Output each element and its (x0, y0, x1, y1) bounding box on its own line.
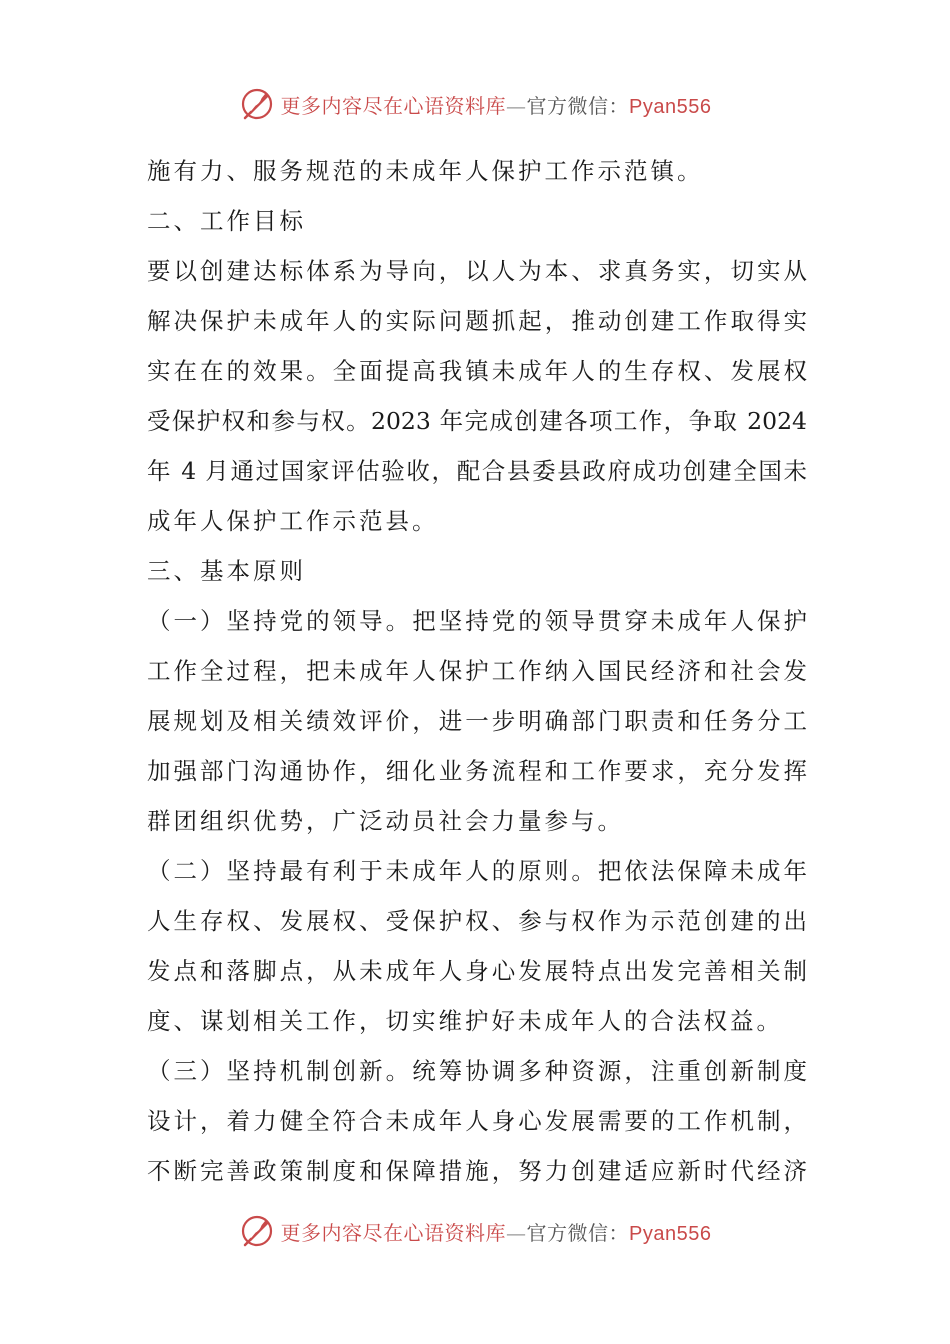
text-line: 成年人保护工作示范县。 (147, 507, 439, 535)
watermark-text (281, 1217, 712, 1246)
watermark-footer (0, 1211, 950, 1251)
text-line: 设计，着力健全符合未成年人身心发展需要的工作机制， (147, 1107, 807, 1135)
text-line: 要以创建达标体系为导向，以人为本、求真务实，切实从 (147, 257, 807, 285)
text-line: 加强部门沟通协作，细化业务流程和工作要求，充分发挥 (147, 757, 807, 785)
text-line: 度、谋划相关工作，切实维护好未成年人的合法权益。 (147, 1007, 783, 1035)
text-line: 发点和落脚点，从未成年人身心发展特点出发完善相关制 (147, 957, 807, 985)
text-line: 施有力、服务规范的未成年人保护工作示范镇。 (147, 157, 704, 185)
text-line: （一）坚持党的领导。把坚持党的领导贯穿未成年人保护 (147, 607, 807, 635)
text-line: 不断完善政策制度和保障措施，努力创建适应新时代经济 (147, 1157, 807, 1185)
watermark-brand: 更多内容尽在心语资料库 (280, 93, 507, 118)
watermark-text (281, 90, 712, 119)
text-line: 实在在的效果。全面提高我镇未成年人的生存权、发展权 (147, 357, 807, 385)
quill-logo-icon (239, 1213, 275, 1249)
text-line: （二）坚持最有利于未成年人的原则。把依法保障未成年 (147, 857, 807, 885)
watermark-wechat-id: Pyan556 (629, 95, 712, 118)
watermark-wechat-id: Pyan556 (629, 1222, 712, 1245)
watermark-brand: 更多内容尽在心语资料库 (280, 1220, 507, 1245)
section-heading: 三、基本原则 (147, 557, 306, 585)
text-line: 人生存权、发展权、受保护权、参与权作为示范创建的出 (147, 907, 807, 935)
text-line: 群团组织优势，广泛动员社会力量参与。 (147, 807, 624, 835)
document-body (147, 146, 807, 1196)
watermark-label: 官方微信： (526, 93, 630, 118)
text-line: 解决保护未成年人的实际问题抓起，推动创建工作取得实 (147, 307, 807, 335)
text-line: 展规划及相关绩效评价，进一步明确部门职责和任务分工 (147, 707, 807, 735)
watermark-dash: — (506, 1220, 527, 1245)
quill-logo-icon (239, 86, 275, 122)
section-heading: 二、工作目标 (147, 207, 306, 235)
text-line: （三）坚持机制创新。统筹协调多种资源，注重创新制度 (147, 1057, 807, 1085)
text-line: 工作全过程，把未成年人保护工作纳入国民经济和社会发 (147, 657, 807, 685)
text-line: 受保护权和参与权。2023 年完成创建各项工作，争取 2024 (147, 407, 807, 435)
watermark-header (0, 84, 950, 124)
watermark-dash: — (506, 93, 527, 118)
text-line: 年 4 月通过国家评估验收，配合县委县政府成功创建全国未 (147, 457, 807, 485)
watermark-label: 官方微信： (526, 1220, 630, 1245)
